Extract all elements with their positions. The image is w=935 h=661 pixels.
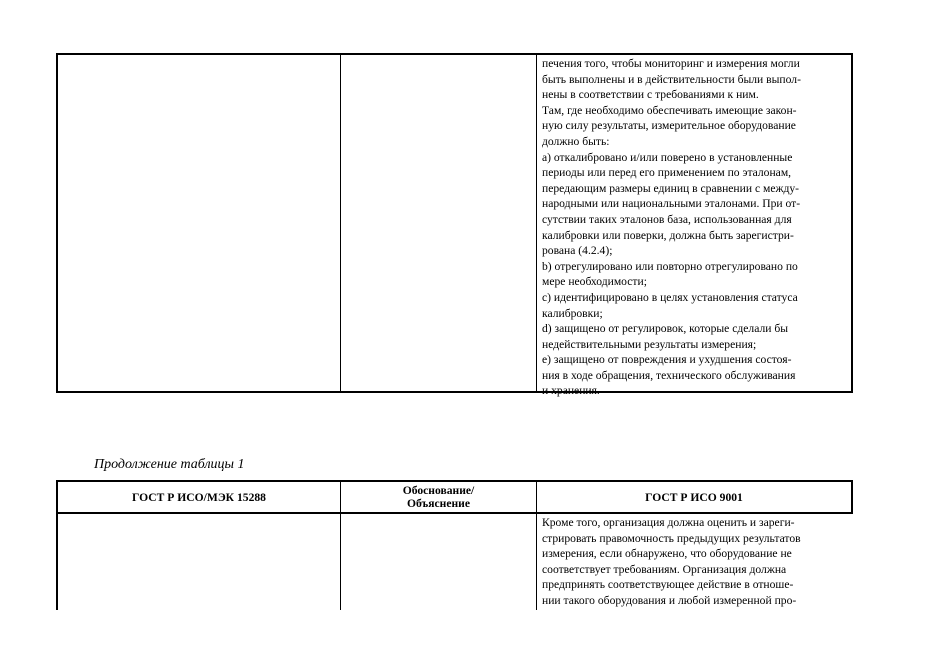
column-divider xyxy=(536,55,537,391)
column-divider xyxy=(340,55,341,391)
text-line: нии такого оборудования и любой измеренной про- xyxy=(542,593,797,607)
text-line: стрировать правомочность предыдущих результатов xyxy=(542,531,801,545)
text-line: c) идентифицировано в целях установления статуса xyxy=(542,290,798,304)
text-line: и хранения. xyxy=(542,384,600,398)
iso9001-text-cell xyxy=(542,56,848,399)
text-line: печения того, чтобы мониторинг и измерения могли xyxy=(542,57,800,70)
text-line: измерения, если обнаружено, что оборудование не xyxy=(542,547,792,561)
text-line: нены в соответствии с требованиями к ним. xyxy=(542,88,759,102)
text-line: народными или национальными эталонами. При от- xyxy=(542,197,801,211)
text-line: быть выполнены и в действительности были выпол- xyxy=(542,72,801,86)
text-line: мере необходимости; xyxy=(542,275,647,289)
header-rationale-line1: Обоснование/ xyxy=(402,484,475,497)
text-line: сутствии таких эталонов база, использованная для xyxy=(542,212,792,226)
text-line: d) защищено от регулировок, которые сделали бы xyxy=(542,322,789,336)
text-line: калибровки; xyxy=(542,306,603,320)
text-line: калибровки или поверки, должна быть зарегистри- xyxy=(542,228,794,242)
text-line: a) откалибровано и/или поверено в установленные xyxy=(542,150,793,164)
text-line: передающим размеры единиц в сравнении с между- xyxy=(542,181,800,195)
iso9001-text-cell xyxy=(542,515,848,609)
text-line: недействительными результаты измерения; xyxy=(542,337,757,351)
text-line: периоды или перед его применением по эталонам, xyxy=(542,166,792,180)
header-gost-15288: ГОСТ Р ИСО/МЭК 15288 xyxy=(132,490,266,504)
table-fragment-top xyxy=(56,53,853,398)
text-line: ную силу результаты, измерительное оборудование xyxy=(542,119,796,133)
header-rationale-line2: Объяснение xyxy=(406,497,471,510)
text-line: должно быть: xyxy=(542,134,610,148)
table-fragment-bottom xyxy=(56,480,853,610)
column-divider xyxy=(56,55,58,391)
header-iso-9001: ГОСТ Р ИСО 9001 xyxy=(645,490,743,504)
text-line: предпринять соответствующее действие в отноше- xyxy=(542,578,794,592)
text-line: рована (4.2.4); xyxy=(542,244,613,258)
table-caption: Продолжение таблицы 1 xyxy=(94,457,245,472)
header-rationale xyxy=(341,482,536,512)
text-line: e) защищено от повреждения и ухудшения состоя- xyxy=(542,353,792,367)
text-line: b) отрегулировано или повторно отрегулировано по xyxy=(542,259,798,273)
text-line: соответствует требованиям. Организация должна xyxy=(542,562,787,576)
column-divider xyxy=(851,55,853,391)
text-line: Там, где необходимо обеспечивать имеющие закон- xyxy=(542,103,797,117)
text-line: Кроме того, организация должна оценить и зареги- xyxy=(542,516,795,529)
text-line: ния в ходе обращения, технического обслуживания xyxy=(542,368,796,382)
column-divider xyxy=(851,480,853,514)
